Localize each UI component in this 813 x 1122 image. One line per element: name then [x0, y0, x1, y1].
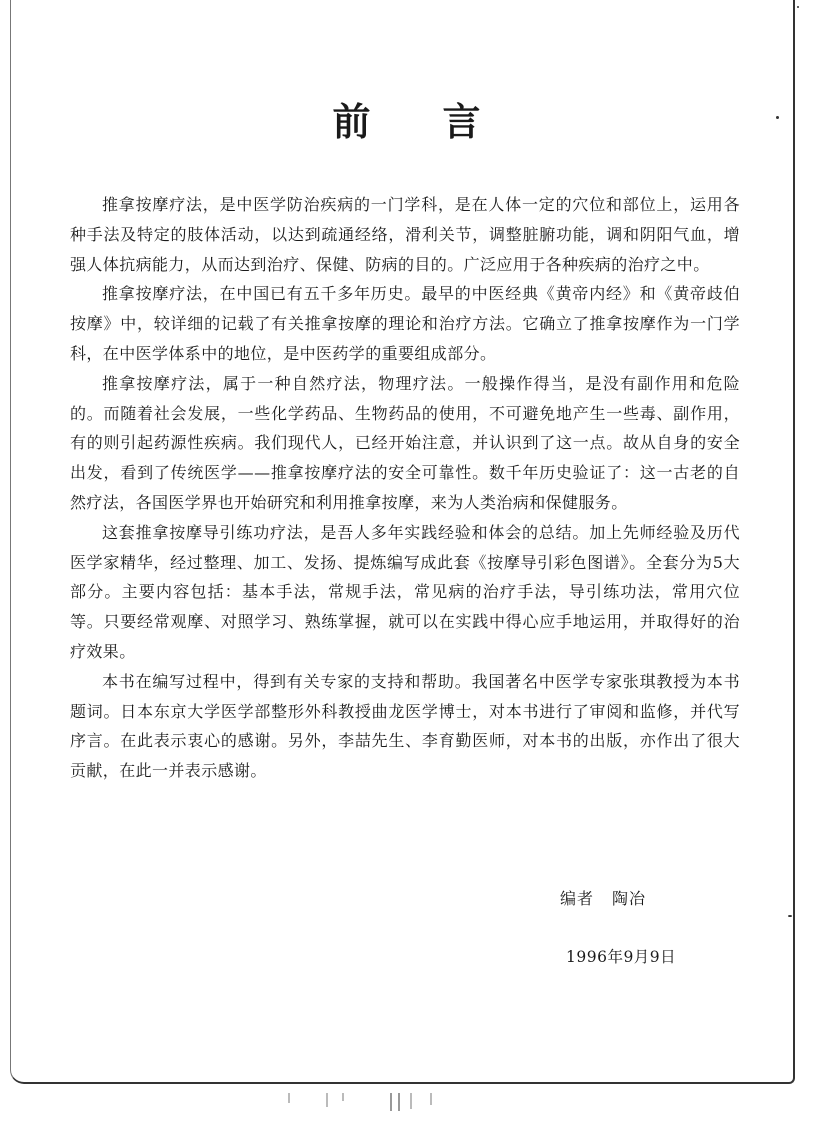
scan-speck — [788, 915, 792, 917]
title-char-2: 言 — [442, 100, 481, 144]
scan-speck — [793, 440, 795, 442]
scan-speck — [776, 116, 779, 119]
page-title — [0, 92, 813, 152]
author-role: 编者 — [560, 889, 595, 908]
paragraph-5: 本书在编写过程中，得到有关专家的支持和帮助。我国著名中医学专家张琪教授为本书题词。日本东京大学医学部整形外科教授曲龙医学博士，对本书进行了审阅和监修，并代写序言。在此表示衷心的感谢。另外，李喆先生、李育勤医师，对本书的出版，亦作出了很大贡献，在此一并表示感谢。 — [70, 671, 740, 781]
paragraph-3: 推拿按摩疗法，属于一种自然疗法，物理疗法。一般操作得当，是没有副作用和危险的。而随着社会发展，一些化学药品、生物药品的使用，不可避免地产生一些毒、副作用，有的则引起药源性疾病。我们现代人，已经开始注意，并认识到了这一点。故从自身的安全出发，看到了传统医学——推拿按摩疗法的安全可靠性。数千年历史验证了：这一古老的自然疗法，各国医学界也开始研究和利用推拿按摩，来为人类治病和保健服务。 — [70, 373, 740, 512]
preface-body — [70, 190, 740, 786]
scan-artifact — [280, 1093, 460, 1115]
signature-date: 1996年9月9日 — [566, 948, 677, 966]
title-char-1: 前 — [332, 100, 371, 144]
scan-speck — [797, 6, 799, 8]
paragraph-1: 推拿按摩疗法，是中医学防治疾病的一门学科，是在人体一定的穴位和部位上，运用各种手法及特定的肢体活动，以达到疏通经络，滑利关节，调整脏腑功能，调和阴阳气血，增强人体抗病能力，从而达到治疗、保健、防病的目的。广泛应用于各种疾病的治疗之中。 — [70, 195, 740, 274]
paragraph-4: 这套推拿按摩导引练功疗法，是吾人多年实践经验和体会的总结。加上先师经验及历代医学家精华，经过整理、加工、发扬、提炼编写成此套《按摩导引彩色图谱》。全套分为5大部分。主要内容包括：基本手法，常规手法，常见病的治疗手法，导引练功法，常用穴位等。只要经常观摩、对照学习、熟练掌握，就可以在实践中得心应手地运用，并取得好的治疗效果。 — [70, 522, 740, 661]
author-signature — [560, 886, 646, 909]
author-name: 陶冶 — [612, 889, 647, 908]
paragraph-2: 推拿按摩疗法，在中国已有五千多年历史。最早的中医经典《黄帝内经》和《黄帝歧伯按摩》中，较详细的记载了有关推拿按摩的理论和治疗方法。它确立了推拿按摩作为一门学科，在中医学体系中的地位，是中医药学的重要组成部分。 — [70, 284, 740, 363]
